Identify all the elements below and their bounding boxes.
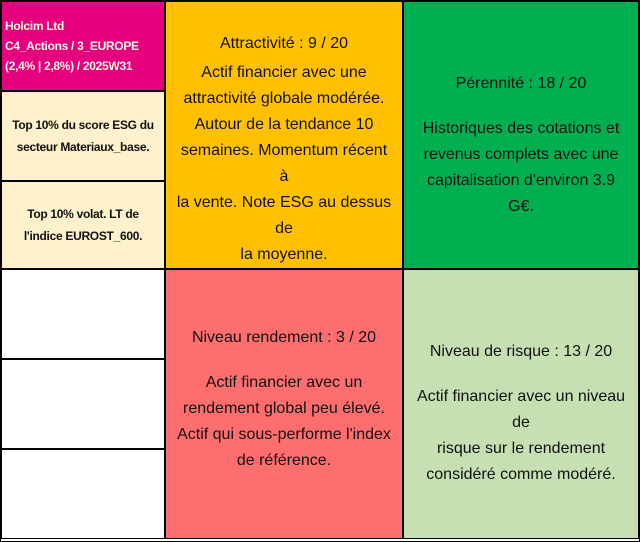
rendement-cell <box>165 269 403 539</box>
attractivite-cell <box>165 1 403 269</box>
rendement-title: Niveau rendement : 3 / 20 <box>191 329 377 346</box>
description-line: capitalisation d'environ 3.9 G€. <box>426 172 616 215</box>
empty-cell <box>1 359 165 449</box>
attractivite-title: Attractivité : 9 / 20 <box>219 35 349 52</box>
asset-category: C4_Actions / 3_EUROPE <box>5 39 139 53</box>
perennite-cell <box>403 1 639 269</box>
description-line: la vente. Note ESG au dessus de <box>176 194 392 237</box>
description-line: Actif financier avec un niveau de <box>416 388 626 431</box>
volatility-rank-cell <box>1 181 165 269</box>
volatility-rank-line1: Top 10% volat. LT de <box>27 207 139 221</box>
description-line: Historiques des cotations et <box>422 120 620 137</box>
asset-stats: (2,4% | 2,8%) / 2025W31 <box>5 59 133 73</box>
perennite-description <box>404 116 638 220</box>
description-line: la moyenne. <box>240 246 328 263</box>
empty-cell <box>1 449 165 539</box>
perennite-title: Pérennité : 18 / 20 <box>455 75 587 92</box>
esg-rank-line2: secteur Materiaux_base. <box>16 140 150 154</box>
volatility-rank-line2: l'indice EUROST_600. <box>23 229 143 243</box>
description-line: rendement global peu élevé. <box>183 400 385 417</box>
risque-title: Niveau de risque : 13 / 20 <box>429 343 613 360</box>
empty-cell <box>1 269 165 359</box>
description-line: Actif qui sous-performe l'index <box>177 426 391 443</box>
attractivite-description <box>166 60 402 268</box>
description-line: revenus complets avec une <box>423 146 619 163</box>
description-line: de référence. <box>236 452 332 469</box>
rendement-description <box>167 370 401 474</box>
description-line: Autour de la tendance 10 <box>194 116 374 133</box>
risque-description <box>404 384 638 488</box>
esg-rank-cell <box>1 91 165 181</box>
esg-rank-line1: Top 10% du score ESG du <box>12 118 154 132</box>
asset-header-cell <box>1 1 165 91</box>
asset-name: Holcim Ltd <box>5 19 64 33</box>
description-line: Actif financier avec un <box>205 374 363 391</box>
description-line: considéré comme modéré. <box>426 466 616 483</box>
description-line: risque sur le rendement <box>436 440 606 457</box>
risque-cell <box>403 269 639 539</box>
description-line: semaines. Momentum récent à <box>180 142 388 185</box>
description-line: Actif financier avec une <box>201 64 367 81</box>
description-line: attractivité globale modérée. <box>183 90 385 107</box>
